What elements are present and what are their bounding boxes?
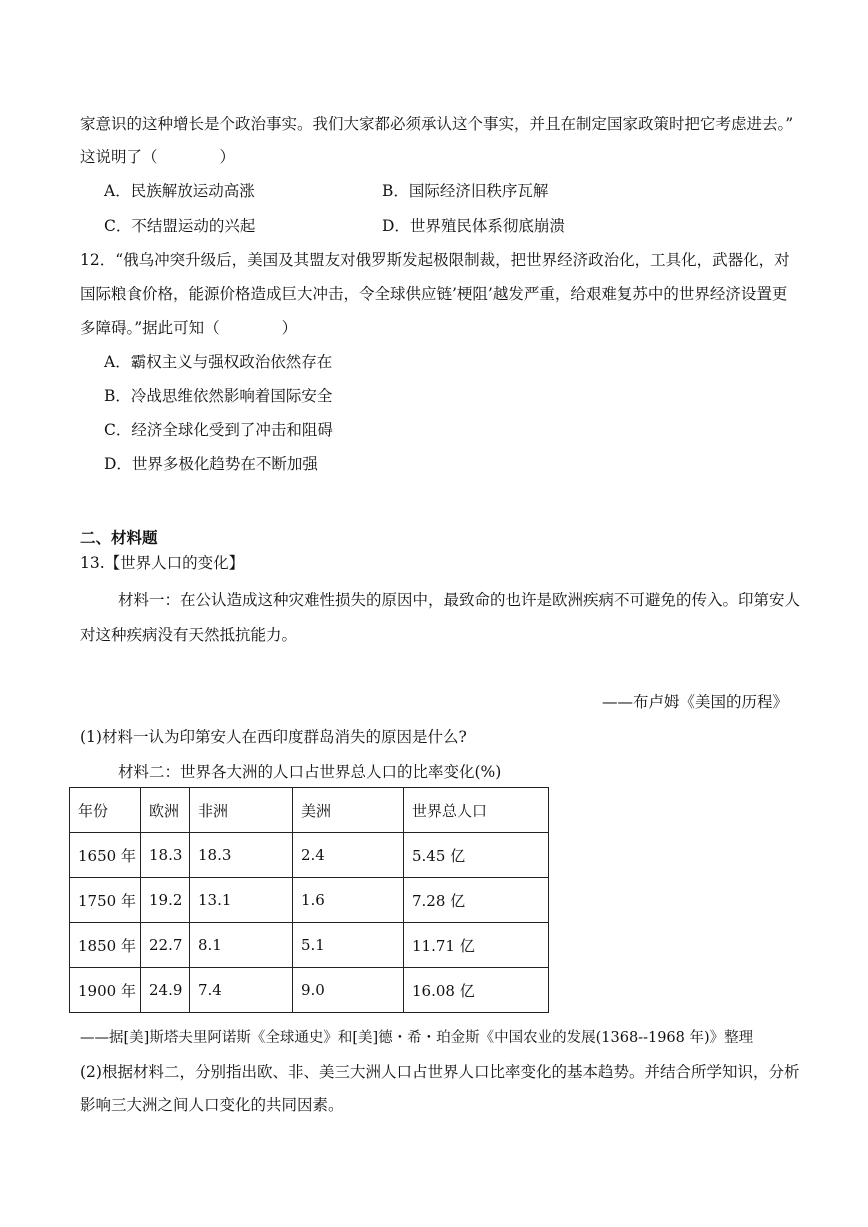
q12-stem-line-2: 国际粮食价格，能源价格造成巨大冲击，令全球供应链’梗阻’越发严重，给艰难复苏中的世界经济设置更 bbox=[80, 285, 788, 303]
q12-option-a: A．霸权主义与强权政治依然存在 bbox=[104, 353, 333, 371]
table-header-cell: 非洲 bbox=[190, 788, 293, 833]
q11-option-a: A．民族解放运动高涨 bbox=[104, 182, 255, 200]
q11-option-d: D．世界殖民体系彻底崩溃 bbox=[382, 217, 565, 235]
population-table bbox=[69, 787, 549, 1013]
q12-option-b: B．冷战思维依然影响着国际安全 bbox=[104, 387, 333, 405]
table-row bbox=[70, 923, 549, 968]
q13-subquestion-1: (1)材料一认为印第安人在西印度群岛消失的原因是什么? bbox=[80, 728, 467, 746]
q12-stem-line-3: 多障碍。”据此可知（ ） bbox=[80, 319, 298, 337]
q13-table-source: ——据[美]斯塔夫里阿诺斯《全球通史》和[美]德・希・珀金斯《中国农业的发展(1368--1968 年)》整理 bbox=[80, 1030, 754, 1046]
q13-subquestion-2-line-1: (2)根据材料二，分别指出欧、非、美三大洲人口占世界人口比率变化的基本趋势。并结合所学知识，分析 bbox=[80, 1063, 800, 1081]
q13-material1-source: ——布卢姆《美国的历程》 bbox=[601, 693, 788, 711]
table-cell: 5.45 亿 bbox=[404, 833, 549, 878]
table-cell: 7.4 bbox=[190, 968, 293, 1013]
table-cell: 2.4 bbox=[293, 833, 404, 878]
table-cell: 9.0 bbox=[293, 968, 404, 1013]
table-cell: 1650 年 bbox=[70, 833, 141, 878]
table-row bbox=[70, 968, 549, 1013]
table-row bbox=[70, 878, 549, 923]
table-header-cell: 年份 bbox=[70, 788, 141, 833]
q12-option-d: D．世界多极化趋势在不断加强 bbox=[104, 455, 318, 473]
table-header-cell: 世界总人口 bbox=[404, 788, 549, 833]
q11-stem-line-1: 家意识的这种增长是个政治事实。我们大家都必须承认这个事实，并且在制定国家政策时把它考虑进去。” bbox=[80, 115, 794, 133]
section-title: 二、材料题 bbox=[80, 529, 158, 547]
table-cell: 18.3 bbox=[190, 833, 293, 878]
q12-option-c: C．经济全球化受到了冲击和阻碍 bbox=[104, 421, 333, 439]
table-cell: 1750 年 bbox=[70, 878, 141, 923]
q11-option-c: C．不结盟运动的兴起 bbox=[104, 217, 256, 235]
table-cell: 22.7 bbox=[141, 923, 190, 968]
q13-subquestion-2-line-2: 影响三大洲之间人口变化的共同因素。 bbox=[80, 1096, 344, 1114]
q13-title: 13.【世界人口的变化】 bbox=[80, 554, 245, 572]
table-cell: 11.71 亿 bbox=[404, 923, 549, 968]
table-cell: 8.1 bbox=[190, 923, 293, 968]
q11-option-b: B．国际经济旧秩序瓦解 bbox=[382, 182, 549, 200]
table-header-cell: 美洲 bbox=[293, 788, 404, 833]
table-row bbox=[70, 833, 549, 878]
table-header-row bbox=[70, 788, 549, 833]
q13-material1-line-1: 材料一：在公认造成这种灾难性损失的原因中，最致命的也许是欧洲疾病不可避免的传入。印第安人 bbox=[118, 591, 801, 609]
table-header-cell: 欧洲 bbox=[141, 788, 190, 833]
table-cell: 1900 年 bbox=[70, 968, 141, 1013]
q11-stem-line-2: 这说明了（ ） bbox=[80, 148, 236, 166]
q12-stem-line-1: 12．“俄乌冲突升级后，美国及其盟友对俄罗斯发起极限制裁，把世界经济政治化，工具化，武器化，对 bbox=[80, 251, 790, 269]
table-cell: 16.08 亿 bbox=[404, 968, 549, 1013]
q13-material2-title: 材料二：世界各大洲的人口占世界总人口的比率变化(%) bbox=[118, 763, 502, 781]
table-cell: 24.9 bbox=[141, 968, 190, 1013]
table-cell: 19.2 bbox=[141, 878, 190, 923]
table-cell: 13.1 bbox=[190, 878, 293, 923]
table-cell: 1.6 bbox=[293, 878, 404, 923]
table-cell: 7.28 亿 bbox=[404, 878, 549, 923]
table-cell: 1850 年 bbox=[70, 923, 141, 968]
table-cell: 18.3 bbox=[141, 833, 190, 878]
table-cell: 5.1 bbox=[293, 923, 404, 968]
q13-material1-line-2: 对这种疾病没有天然抵抗能力。 bbox=[80, 626, 298, 644]
